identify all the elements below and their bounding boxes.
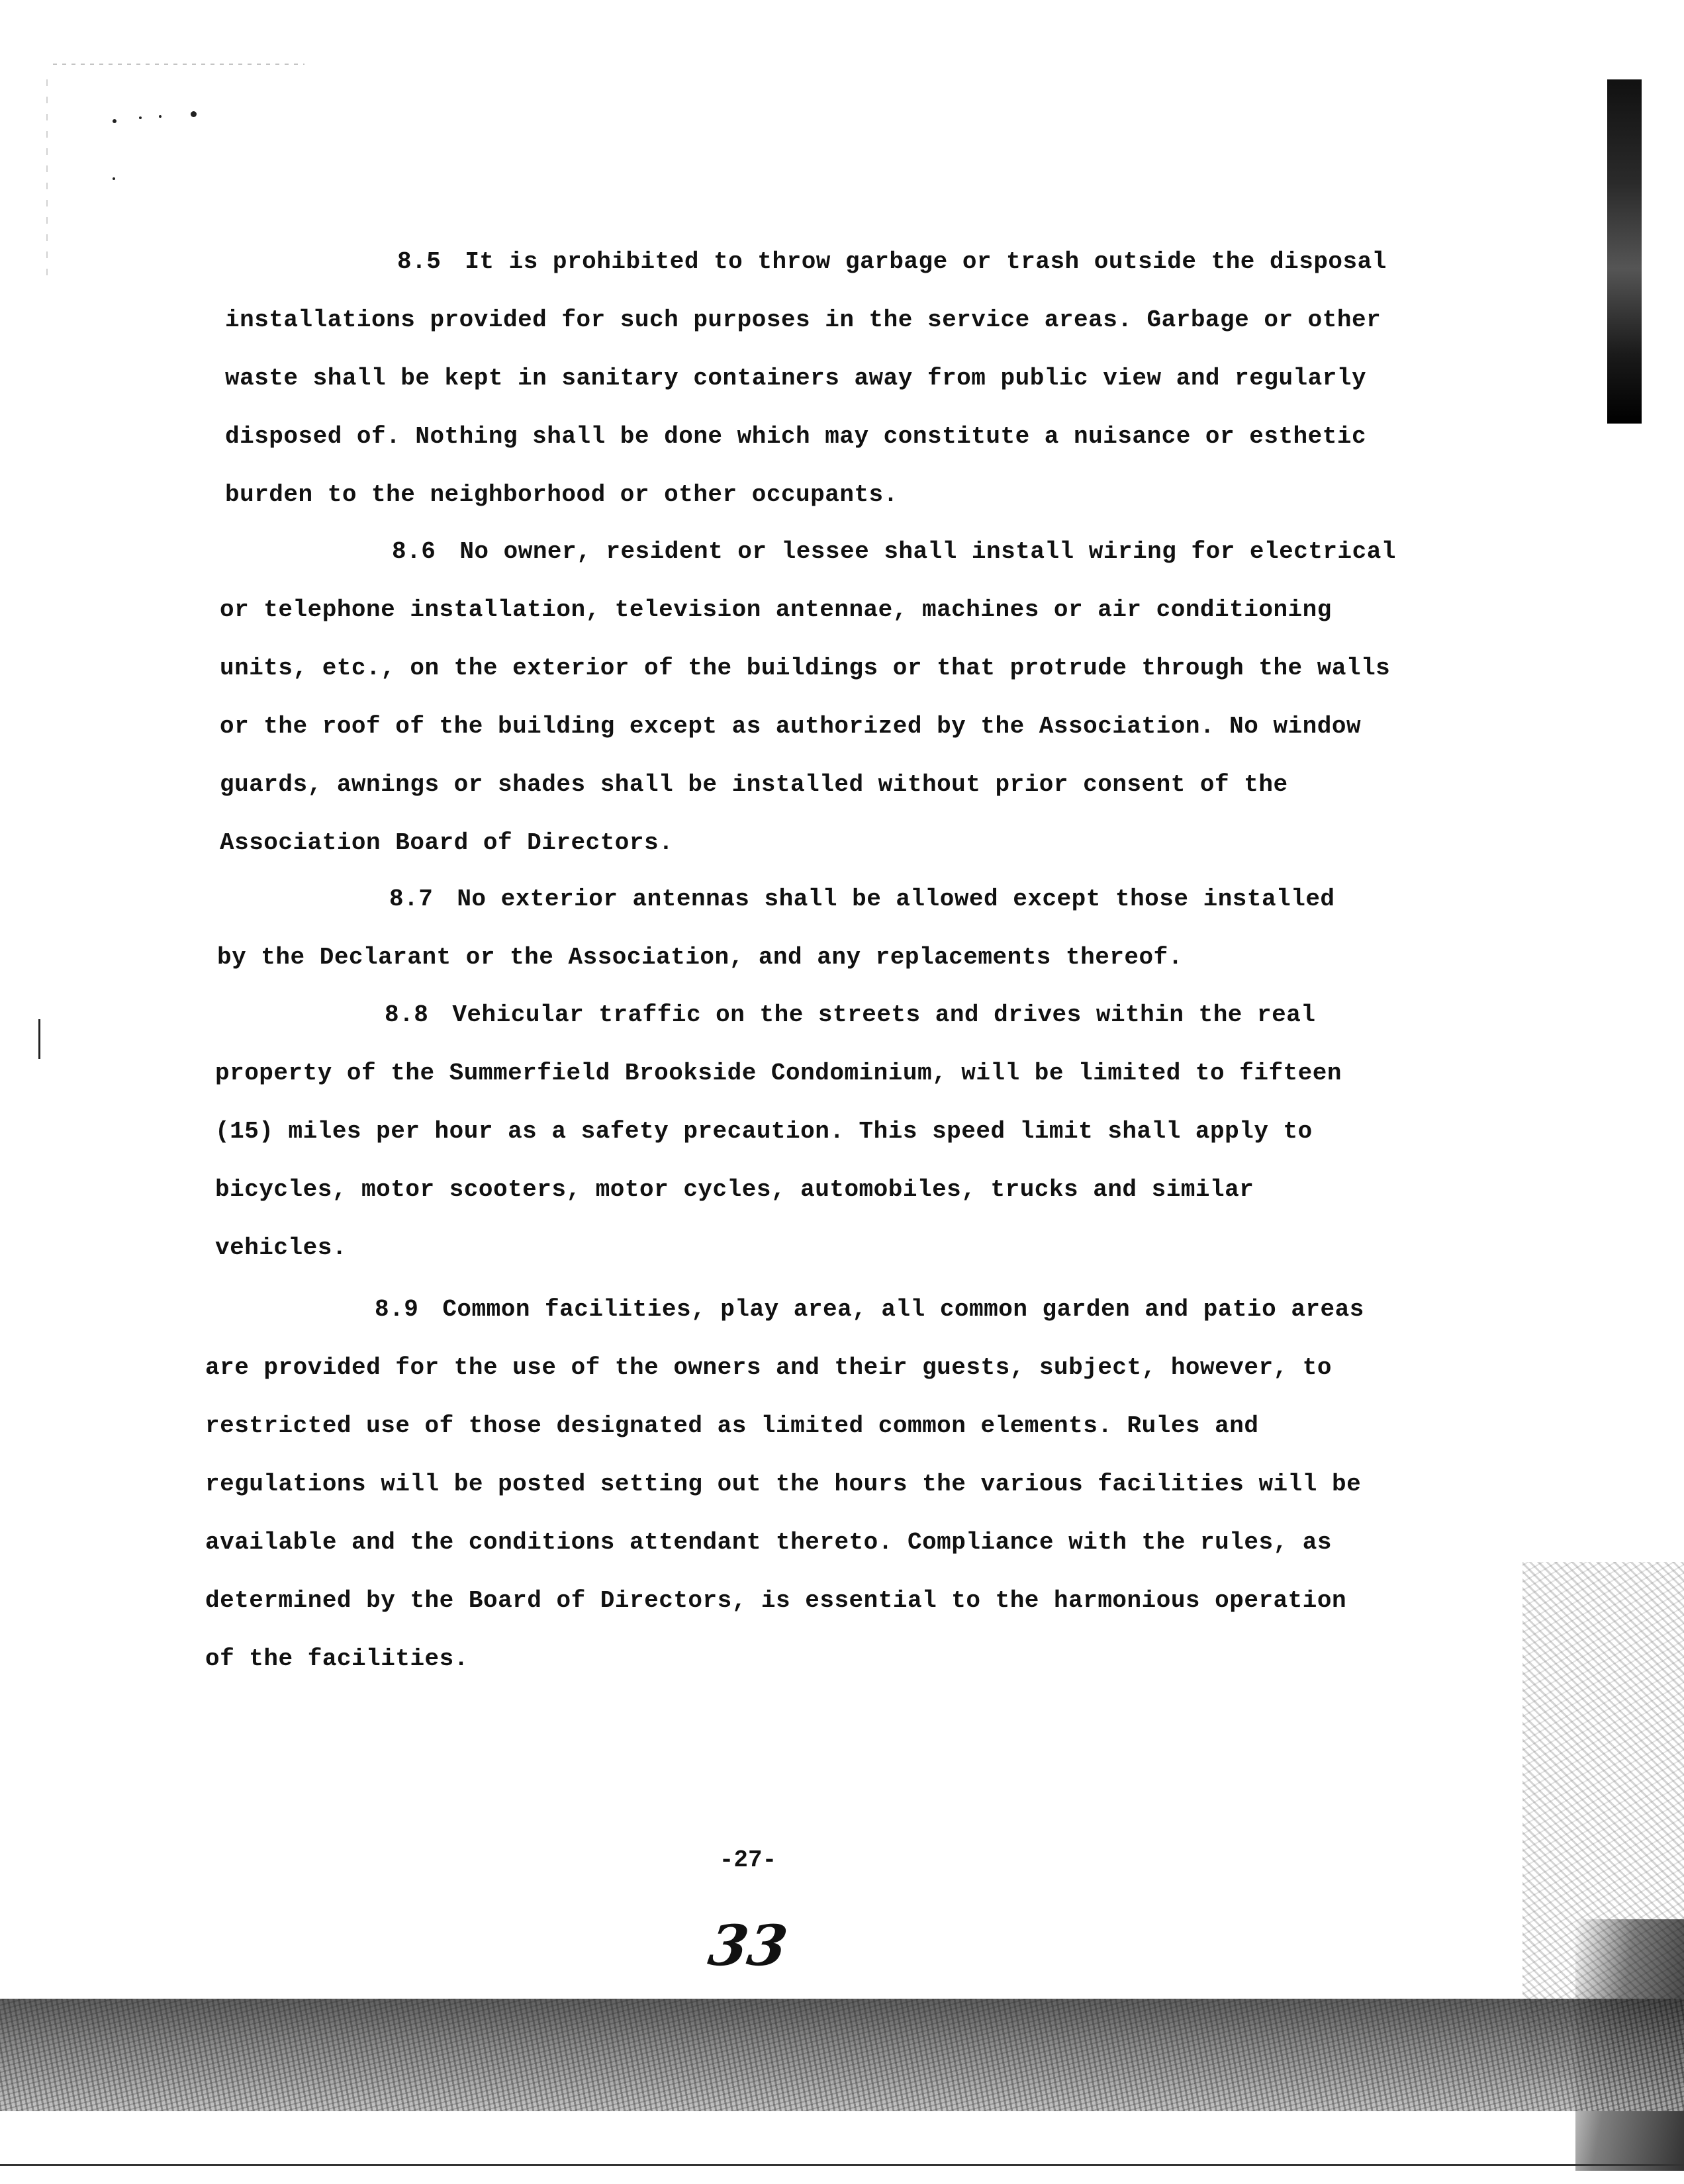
paragraph-8-6 [220,523,1411,872]
paragraph-8-5 [225,233,1390,524]
paragraph-number: 8.9 [375,1296,419,1323]
handwritten-page-number: 33 [704,1913,792,1978]
paragraph-number: 8.7 [389,886,434,913]
paragraph-text: Common facilities, play area, all common garden and patio areas are provided for the use of the owners and their guests, subject, however, to restricted use of those designated as limited common elements. Rules and regulations will be posted setting out the hours the various facilities will be available and the conditions attendant thereto. Compliance with the rules, as determined by the Board of Directors, is essential to the harmonious operation of the facilities. [205,1296,1364,1672]
paragraph-text: It is prohibited to throw garbage or trash outside the disposal installations provided for such purposes in the service areas. Garbage or other waste shall be kept in sanitary containers away from public view and regularly disposed of. Nothing shall be done which may constitute a nuisance or esthetic burden to the neighborhood or other occupants. [225,248,1387,508]
paragraph-text: No owner, resident or lessee shall install wiring for electrical or telephone installation, television antennae, machines or air conditioning units, etc., on the exterior of the buildings or that protrude through the walls or the roof of the building except as authorized by the Association. No window guards, awnings or shades shall be installed without prior consent of the Association Board of Directors. [220,538,1396,856]
scan-artifact-left-tick [38,1019,40,1059]
paragraph-text: No exterior antennas shall be allowed except those installed by the Declarant or the Association, and any replacements thereof. [217,886,1335,971]
paragraph-number: 8.6 [392,538,436,565]
scan-artifact-bottom-line [0,2164,1684,2166]
scan-artifact-bottom-band [0,1999,1684,2111]
scan-artifact-dots [113,111,218,191]
paragraph-8-8 [215,986,1367,1277]
paragraph-number: 8.5 [397,248,442,275]
page-number: -27- [719,1846,777,1874]
scan-artifact-right-bar [1607,79,1642,424]
paragraph-8-9 [205,1281,1390,1688]
paragraph-number: 8.8 [385,1001,429,1028]
paragraph-text: Vehicular traffic on the streets and drives within the real property of the Summerfield Brookside Condominium, will be limited to fifteen (15) miles per hour as a safety precaution. This speed limit shall apply to bicycles, motor scooters, motor cycles, automobiles, trucks and similar vehicles. [215,1001,1342,1261]
scan-artifact-left-line [46,79,48,278]
scan-artifact-top-line [53,64,304,65]
paragraph-8-7 [217,870,1369,987]
